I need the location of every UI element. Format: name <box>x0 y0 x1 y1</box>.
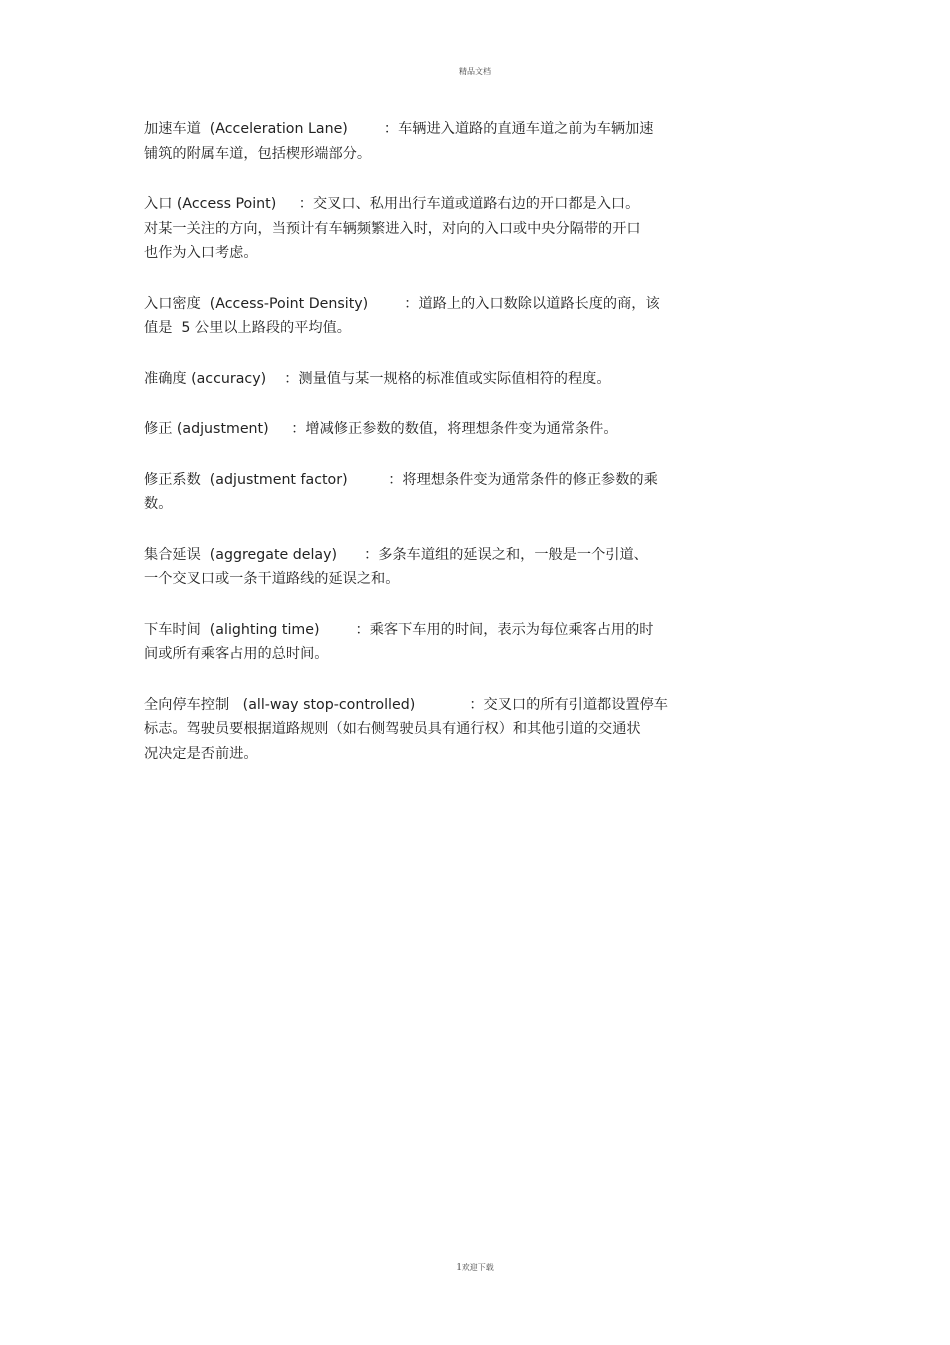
entry-line: 加速车道 (Acceleration Lane) ：车辆进入道路的直通车道之前为车辆加速 <box>144 121 654 137</box>
entry-line: 全向停车控制 (all-way stop-controlled) ：交叉口的所有引道都设置停车 <box>144 696 668 713</box>
glossary-entry <box>144 618 669 667</box>
glossary-entry <box>144 117 669 166</box>
page-footer <box>0 1261 950 1273</box>
glossary-entry <box>144 192 669 266</box>
glossary-entry <box>144 417 669 442</box>
glossary-entry <box>144 693 669 767</box>
glossary-entry <box>144 543 669 592</box>
entry-line: 值是 5 公里以上路段的平均值。 <box>144 320 351 336</box>
page-number: 1 <box>456 1261 462 1273</box>
glossary-entry <box>144 367 669 392</box>
entry-line: 也作为入口考虑。 <box>144 245 258 261</box>
entry-line: 入口密度 (Access-Point Density) ：道路上的入口数除以道路长度的商，该 <box>144 295 660 312</box>
entry-line: 对某一关注的方向，当预计有车辆频繁进入时，对向的入口或中央分隔带的开口 <box>144 220 641 237</box>
entry-line: 一个交叉口或一条干道路线的延误之和。 <box>144 571 400 587</box>
entry-line: 标志。驾驶员要根据道路规则（如右侧驾驶员具有通行权）和其他引道的交通状 <box>144 721 641 737</box>
entry-line: 数。 <box>144 496 173 512</box>
glossary-entry <box>144 468 669 517</box>
glossary-entry <box>144 292 669 341</box>
page-header: 精品文档 <box>459 67 491 76</box>
entry-line: 修正系数 (adjustment factor) ：将理想条件变为通常条件的修正参数的乘 <box>144 471 658 488</box>
entry-line: 间或所有乘客占用的总时间。 <box>144 646 329 662</box>
entry-line: 况决定是否前进。 <box>144 745 258 762</box>
entry-line: 准确度 (accuracy) ：测量值与某一规格的标准值或实际值相符的程度。 <box>144 370 611 387</box>
entry-line: 集合延误 (aggregate delay) ：多条车道组的延误之和，一般是一个引道、 <box>144 546 648 563</box>
entry-line: 修正 (adjustment) ：增减修正参数的数值，将理想条件变为通常条件。 <box>144 421 618 437</box>
entry-line: 铺筑的附属车道，包括楔形端部分。 <box>144 145 372 162</box>
glossary-content <box>144 117 669 792</box>
entry-line: 下车时间 (alighting time) ：乘客下车用的时间，表示为每位乘客占用的时 <box>144 621 654 638</box>
entry-line: 入口 (Access Point) ：交叉口、私用出行车道或道路右边的开口都是入口。 <box>144 196 640 212</box>
footer-text: 欢迎下载 <box>461 1263 494 1272</box>
